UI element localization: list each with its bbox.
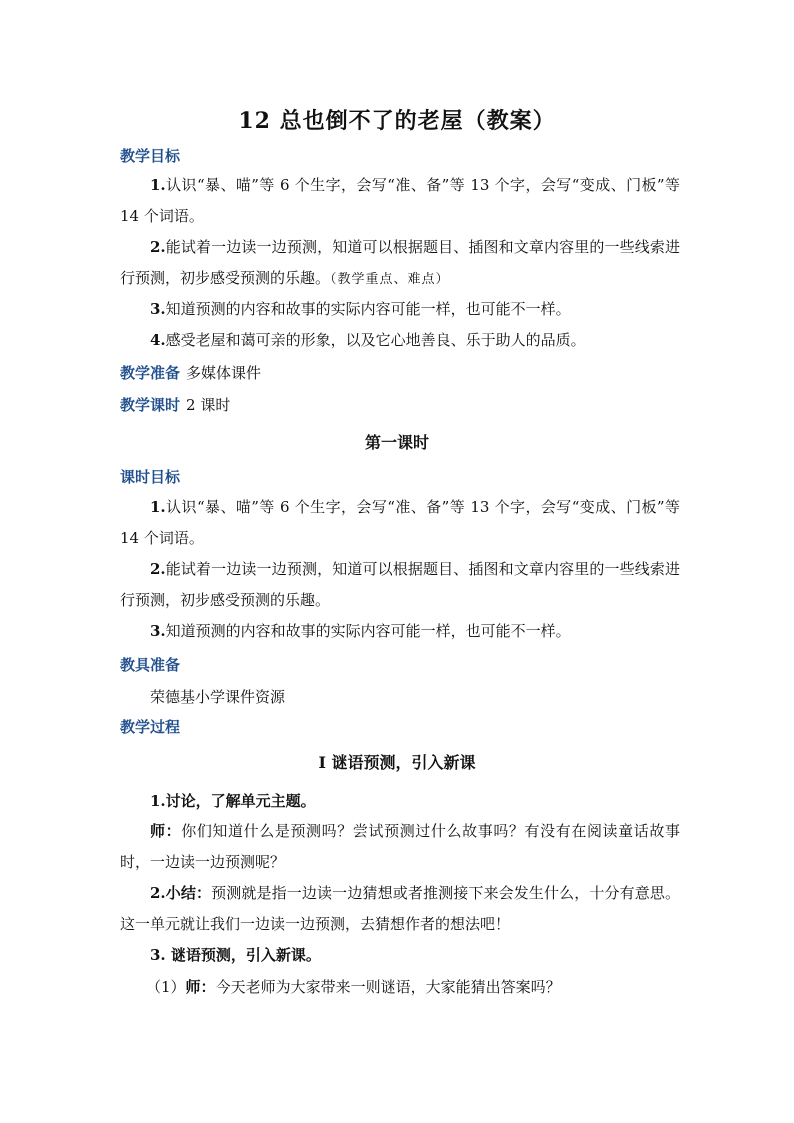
hours-label: 教学课时 [120, 396, 181, 414]
goal-text: 感受老屋和蔼可亲的形象，以及它心地善良、乐于助人的品质。 [165, 331, 586, 349]
goal-note: （教学重点、难点） [330, 272, 450, 287]
goals-heading: 教学目标 [120, 147, 181, 165]
goal-num: 2. [150, 238, 166, 256]
process-heading: 教学过程 [120, 718, 181, 736]
goal-item-3 [120, 294, 680, 325]
lesson-goal-text: 知道预测的内容和故事的实际内容可能一样，也可能不一样。 [165, 622, 571, 640]
step1-body [120, 816, 680, 878]
prep-label: 教学准备 [120, 364, 181, 382]
step2-label: 2.小结： [150, 884, 212, 902]
step3-sub-speaker: 师： [185, 978, 216, 996]
goal-item-1 [120, 170, 680, 232]
step2-body [120, 878, 680, 940]
lesson-goal-text: 能试着一边读一边预测，知道可以根据题目、插图和文章内容里的一些线索进行预测，初步感受预测的乐趣。 [120, 560, 680, 609]
hours-value: 2 课时 [186, 396, 231, 414]
goal-text: 认识“暴、喵”等 6 个生字，会写“准、备”等 13 个字，会写“变成、门板”等 14 个词语。 [120, 176, 680, 225]
step3-sub-text: 今天老师为大家带来一则谜语，大家能猜出答案吗？ [215, 978, 561, 996]
lesson-goal-num: 2. [150, 560, 166, 578]
hours-row [120, 394, 230, 415]
step1-speaker: 师： [150, 822, 182, 840]
goal-text: 知道预测的内容和故事的实际内容可能一样，也可能不一样。 [165, 300, 571, 318]
prep-row [120, 362, 261, 383]
lesson-goal-item-3 [120, 616, 680, 647]
step3-sub-item [146, 976, 561, 997]
prep-value: 多媒体课件 [186, 364, 262, 382]
lesson-goals-heading: 课时目标 [120, 468, 181, 486]
lesson-goal-item-2 [120, 554, 680, 616]
lesson1-title: 第一课时 [364, 433, 429, 452]
goal-num: 1. [150, 176, 166, 194]
lesson-goal-num: 3. [150, 622, 166, 640]
step3-title: 3. 谜语预测，引入新课。 [150, 946, 321, 964]
step3-sub-prefix: （1） [146, 978, 186, 996]
tools-value: 荣德基小学课件资源 [150, 688, 286, 706]
step1-text: 你们知道什么是预测吗？尝试预测过什么故事吗？有没有在阅读童话故事时，一边读一边预测呢？ [120, 822, 680, 871]
goal-text: 能试着一边读一边预测，知道可以根据题目、插图和文章内容里的一些线索进行预测，初步感受预测的乐趣。 [120, 238, 680, 287]
tools-heading: 教具准备 [120, 656, 181, 674]
goal-num: 4. [150, 331, 166, 349]
goal-item-2 [120, 232, 680, 295]
goal-num: 3. [150, 300, 166, 318]
section1-title: Ⅰ 谜语预测，引入新课 [318, 753, 476, 772]
lesson-goal-num: 1. [150, 498, 166, 516]
page-title: 12 总也倒不了的老屋（教案） [238, 108, 556, 134]
lesson-goal-text: 认识“暴、喵”等 6 个生字，会写“准、备”等 13 个字，会写“变成、门板”等 14 个词语。 [120, 498, 680, 547]
step1-title: 1.讨论，了解单元主题。 [150, 792, 316, 810]
step2-text: 预测就是指一边读一边猜想或者推测接下来会发生什么，十分有意思。这一单元就让我们一边读一边预测，去猜想作者的想法吧！ [120, 884, 680, 933]
goal-item-4 [120, 325, 680, 356]
lesson-goal-item-1 [120, 492, 680, 554]
